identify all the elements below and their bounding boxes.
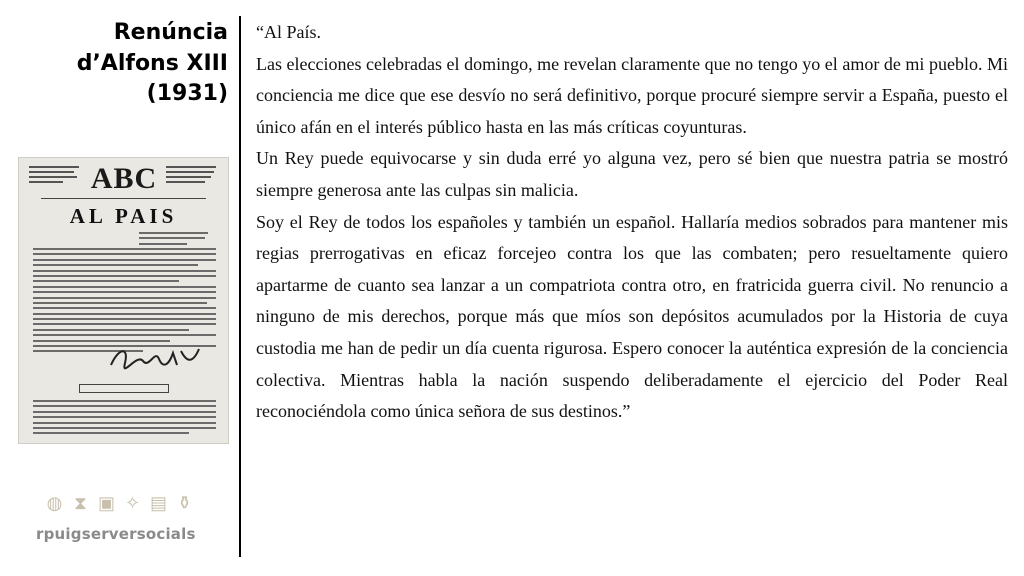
newspaper-subhead — [139, 232, 208, 248]
masthead-right-text — [166, 166, 222, 186]
compass-icon: ✧ — [124, 492, 141, 513]
royal-signature — [107, 343, 205, 373]
hourglass-icon: ⧗ — [74, 492, 87, 513]
newspaper-logo: ABC — [90, 162, 158, 195]
newspaper-body-text — [33, 248, 216, 356]
title-line-1: Renúncia — [113, 20, 228, 45]
letter-paragraph: “Al País. — [256, 22, 321, 42]
newspaper-note-text — [33, 400, 216, 438]
letter-text — [256, 17, 1008, 428]
letter-paragraph: Un Rey puede equivocarse y sin duda erré yo alguna vez, pero sé bien que nuestra patria se mostró siempre generosa ante las culpas sin malicia. — [256, 148, 1008, 200]
vertical-divider — [239, 16, 241, 557]
newspaper-masthead — [19, 164, 228, 196]
brand-name: rpuigserversocials — [36, 525, 196, 543]
title-line-2: d’Alfons XIII — [76, 50, 228, 76]
globe-icon: ◍ — [46, 492, 63, 513]
masthead-left-text — [29, 166, 85, 186]
letter-paragraph: Las elecciones celebradas el domingo, me revelan claramente que no tengo yo el amor de mi pueblo. Mi conciencia me dice que ese desvío no será definitivo, porque procuré siempre servir a España, puesto el único afán en el interés público hasta en las más críticas coyunturas. — [256, 53, 1008, 137]
letter-paragraph: Soy el Rey de todos los españoles y también un español. Hallaría medios sobrados para mantener mis regias prerrogativas en eficaz forcejeo contra los que las combaten; pero resueltamente quiero apartarme de cuanto sea lanzar a un compatriota contra otro, en fratricida guerra civil. No renuncio a ninguno de mis derechos, porque más que míos son depósitos acumulados por la Historia de cuya custodia me han de pedir un día cuenta rigurosa. Espero conocer la auténtica expresión de la conciencia colectiva. Mientras habla la nación suspendo deliberadamente el ejercicio del Poder Real reconociéndola como única señora de sus destinos.” — [256, 211, 1008, 422]
portrait-icon: ▣ — [97, 492, 115, 513]
left-column — [0, 0, 236, 576]
brand-icons — [44, 489, 204, 517]
page-title — [8, 18, 228, 110]
book-icon: ▤ — [149, 492, 167, 513]
note-heading-box — [79, 384, 169, 393]
newspaper-headline: AL PAIS — [69, 204, 178, 228]
amphora-icon: ⚱ — [176, 492, 193, 513]
newspaper-clipping-image — [18, 157, 229, 444]
title-line-3: (1931) — [146, 81, 228, 106]
masthead-rule — [41, 198, 206, 199]
